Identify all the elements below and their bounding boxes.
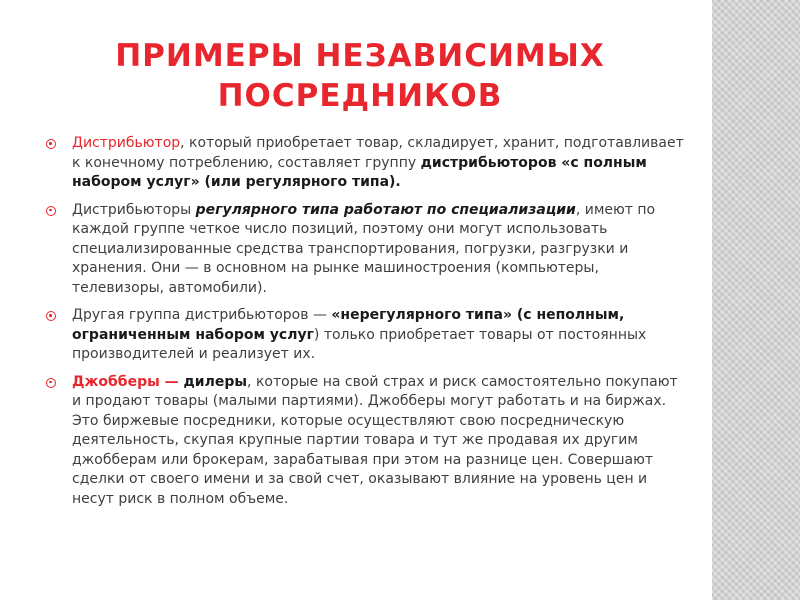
bullet-text: Другая группа дистрибьюторов — bbox=[72, 307, 332, 323]
list-item bbox=[44, 134, 684, 193]
bullet-bold-text: дилеры bbox=[183, 373, 248, 390]
decorative-sidebar bbox=[712, 0, 800, 600]
bullet-text: Дистрибьюторы bbox=[72, 201, 196, 218]
term-distributor: Дистрибьютор bbox=[72, 135, 181, 151]
page-title bbox=[40, 36, 680, 116]
bullet-bold-text: дистрибьюторов «с полным набором услуг» (или регулярного типа). bbox=[72, 154, 647, 190]
title-line-1: ПРИМЕРЫ НЕЗАВИСИМЫХ bbox=[115, 38, 605, 74]
term-jobbers: Джобберы — bbox=[72, 373, 184, 390]
bullet-text: ) только приобретает товары от постоянных производителей и реализует их. bbox=[72, 326, 647, 362]
bullet-text: , который приобретает товар, складирует, хранит, подготавливает к конечному потреблению, составляет группу bbox=[72, 135, 684, 171]
bullet-text: , имеют по каждой группе четкое число позиций, поэтому они могут использовать специализированные средства транспортирования, погрузки, разгрузки и хранения. Они — в основном на рынке машиностроения (компьютеры, телевизоры, автомобили). bbox=[72, 201, 656, 296]
list-item bbox=[44, 306, 684, 365]
list-item bbox=[44, 201, 684, 299]
circle-bullet-icon bbox=[46, 311, 56, 321]
list-item bbox=[44, 373, 684, 510]
title-line-2: ПОСРЕДНИКОВ bbox=[217, 78, 503, 114]
bullet-emphasis-text: регулярного типа работают по специализации bbox=[195, 201, 576, 218]
bullet-bold-text: «нерегулярного типа» (с неполным, ограниченным набором услуг bbox=[72, 307, 625, 343]
circle-bullet-icon bbox=[46, 206, 56, 216]
bullet-list bbox=[44, 134, 684, 517]
circle-bullet-icon bbox=[46, 378, 56, 388]
circle-bullet-icon bbox=[46, 139, 56, 149]
bullet-text: , которые на свой страх и риск самостоятельно покупают и продают товары (малыми партиями). Джобберы могут работать и на биржах. Это биржевые посредники, которые осуществляют свою посредническую деятельность, скупая крупные партии товара и тут же продавая их другим джобберам или брокерам, зарабатывая при этом на разнице цен. Совершают сделки от своего имени и за свой счет, оказывают влияние на уровень цен и несут риск в полном объеме. bbox=[72, 373, 678, 507]
